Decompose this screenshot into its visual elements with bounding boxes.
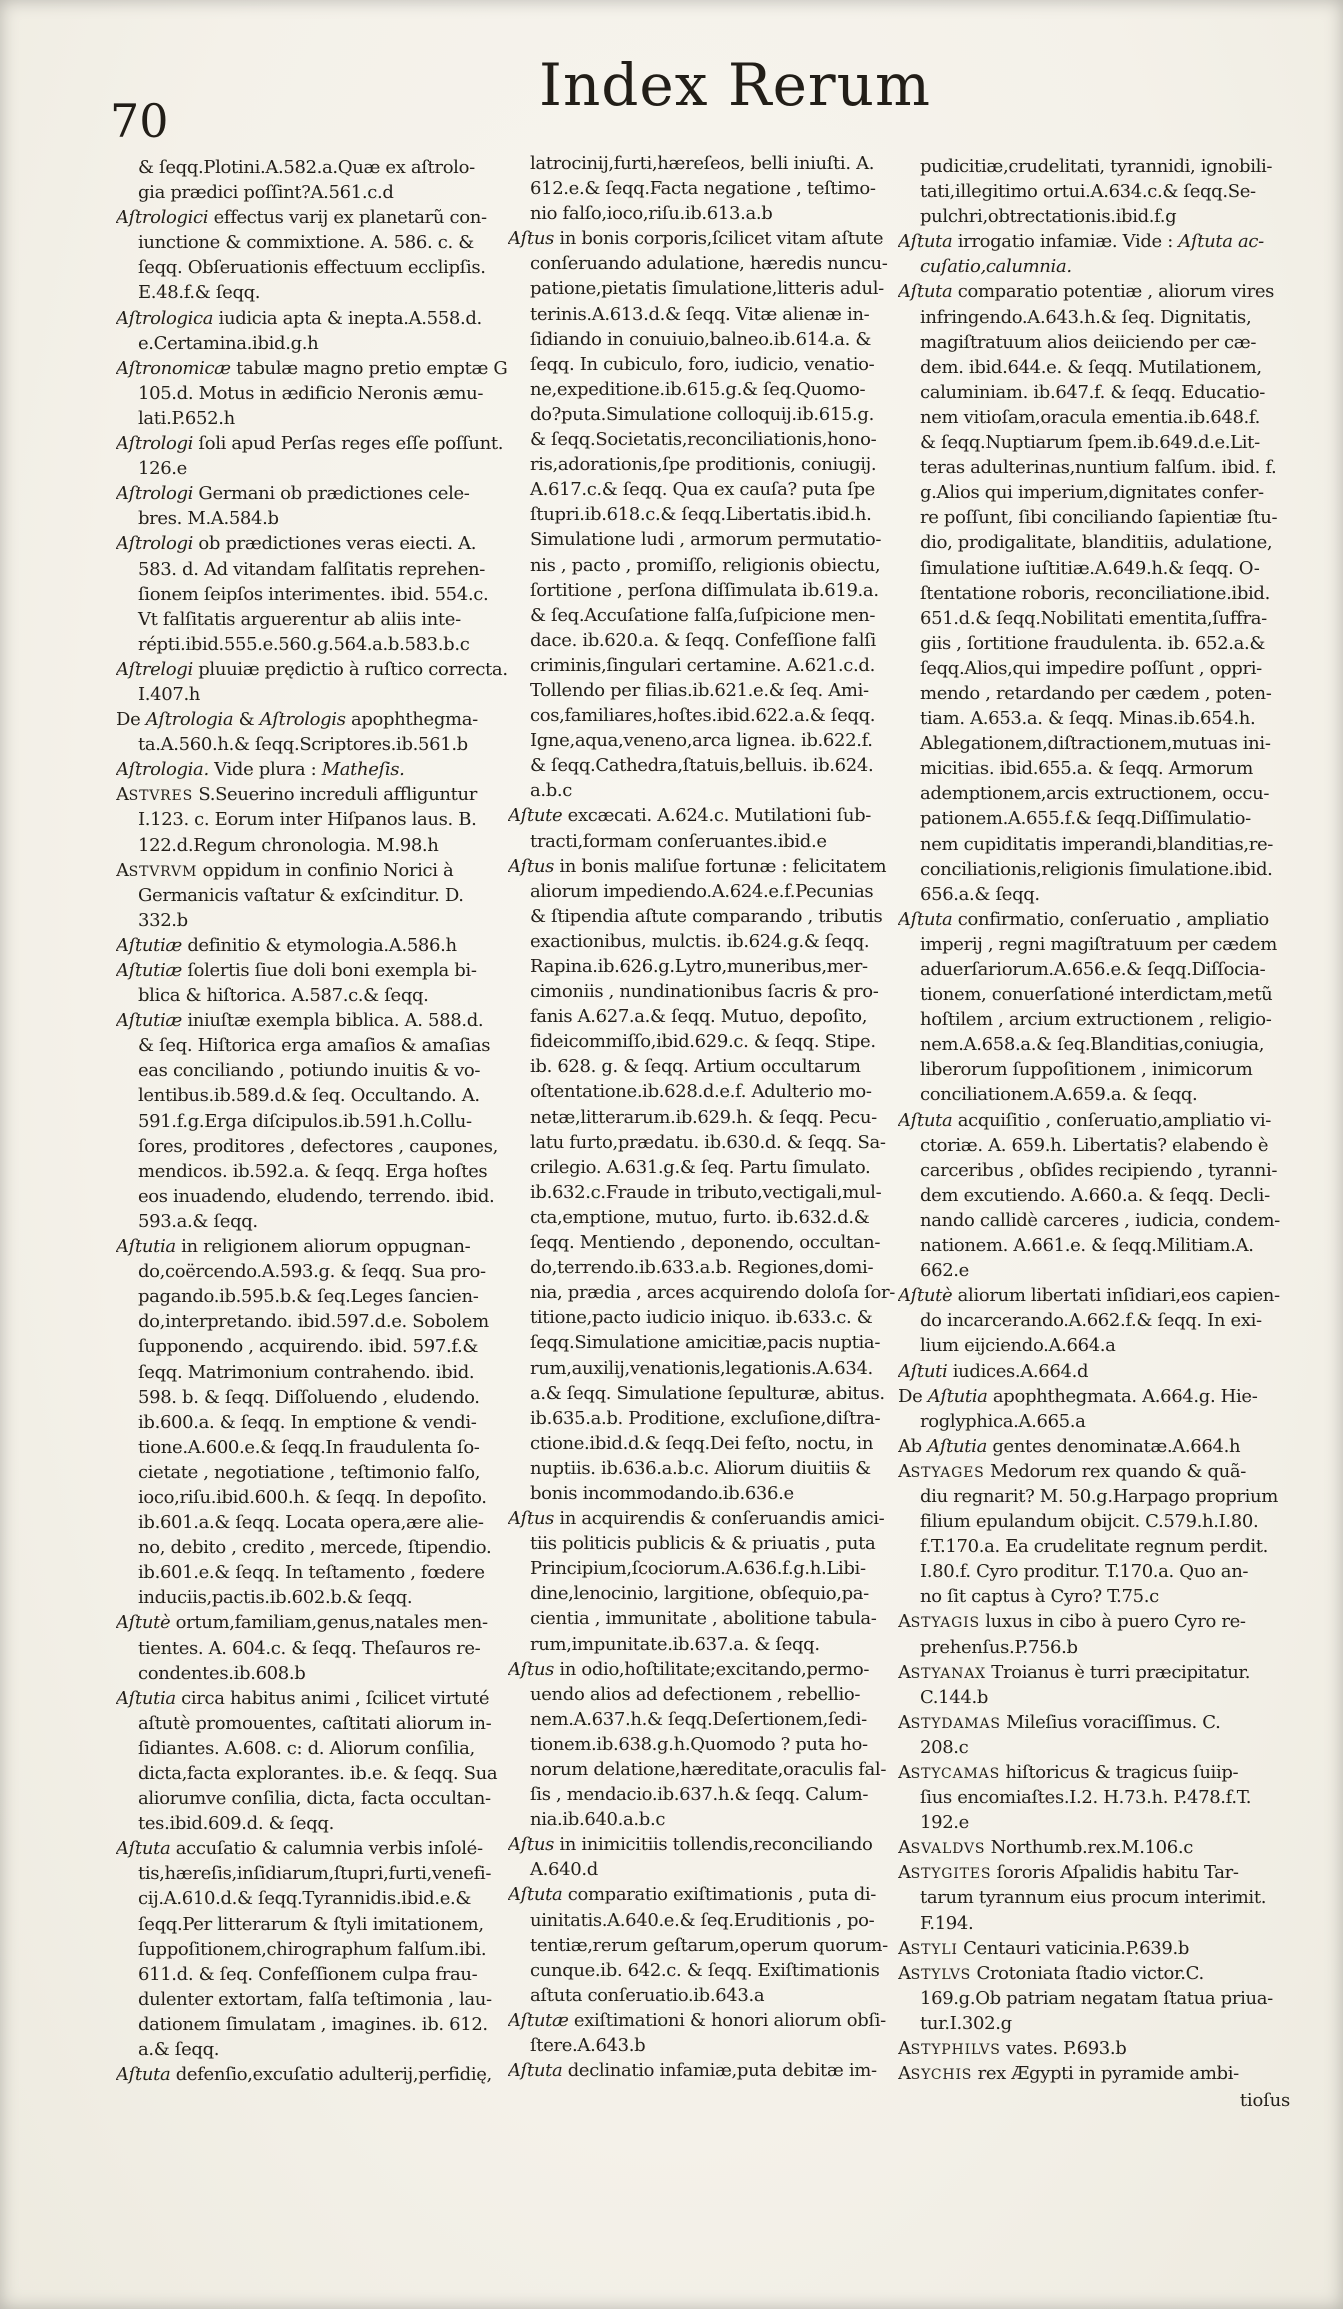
index-line: oſtentatione.ib.628.d.e.f. Adulterio mo- [530,1081,872,1103]
index-line: criminis,ſingulari certamine. A.621.c.d. [530,654,875,676]
index-line: pagando.ib.595.b.& ſeq.Leges ſancien- [138,1286,479,1308]
index-line: Aſtuta comparatio exiſtimationis , puta di- [508,1884,877,1906]
index-line: 651.d.& ſeqq.Nobilitati ementita,ſuffra- [920,607,1267,629]
index-line: ib.601.e.& ſeqq. In teſtamento , fœdere [138,1562,485,1584]
index-line: dio, prodigalitate, blanditiis, adulatione, [920,532,1273,554]
index-line: ſeqq.Alios,qui impedire poſſunt , oppri- [920,657,1262,679]
index-line: latrocinij,furti,hæreſeos, belli iniuſti. A. [530,153,875,174]
index-line: Aſtuta defenſio,excuſatio adulterij,perfidię, [116,2064,492,2086]
index-line: rum,auxilij,venationis,legationis.A.634. [530,1357,873,1379]
index-line: hoſtilem , arcium extructionem , religio- [920,1009,1272,1031]
index-line: nuptiis. ib.636.a.b.c. Aliorum diuitiis & [530,1457,871,1479]
index-line: e.Certamina.ibid.g.h [138,332,319,354]
index-line: ſeqq.Simulatione amicitiæ,pacis nuptia- [530,1332,881,1354]
index-line: & ſeqq.Nuptiarum ſpem.ib.649.d.e.Lit- [920,432,1260,454]
index-line: ib.600.a. & ſeqq. In emptione & vendi- [138,1411,477,1433]
index-line: eas conciliando , potiundo inuitis & vo- [138,1060,481,1082]
index-line: exactionibus, mulctis. ib.624.g.& ſeqq. [530,930,870,952]
index-line: ASTYLVS Crotoniata ſtadio victor.C. [898,1962,1204,1984]
index-line: E.48.f.& ſeqq. [138,282,261,304]
index-line: dem excutiendo. A.660.a. & ſeqq. Decli- [920,1184,1270,1206]
index-line: Ablegationem,diſtractionem,mutuas ini- [920,733,1271,755]
index-line: ademptionem,arcis extructionem, occu- [920,783,1270,805]
index-line: & ſeq.Accuſatione falſa,ſuſpicione men- [530,604,876,626]
index-line: do incarcerando.A.662.f.& ſeqq. In exi- [920,1310,1262,1332]
index-line: dicta,facta explorantes. ib.e. & ſeqq. Sua [138,1763,498,1784]
index-line: Aſtrologia. Vide plura : Matheſis. [116,759,405,781]
index-line: ſortitione , perſona diſſimulata ib.619.a. [530,579,879,601]
index-column-2 [508,151,912,2083]
index-line: 611.d. & ſeq. Confeſſionem culpa frau- [138,1963,478,1985]
index-line: & ſeq. Hiſtorica erga amaſios & amaſias [138,1035,491,1057]
index-line: aſtuta conſeruatio.ib.643.a [530,1984,765,2006]
index-line: Aſtuta comparatio potentiæ , aliorum vires [898,281,1275,303]
index-line: cos,familiares,hoſtes.ibid.622.a.& ſeqq. [530,705,876,727]
index-line: g.Alios qui imperium,dignitates confer- [920,482,1264,504]
index-line: tis,hæreſis,inſidiarum,ſtupri,furti,venefi- [138,1863,492,1885]
index-line: magiſtratuum alios deiiciendo per cæ- [920,331,1257,353]
index-line: Aſtutia circa habitus animi , ſcilicet virtuté [116,1687,490,1709]
index-line: ſupponendo , acquirendo. ibid. 597.f.& [138,1336,479,1358]
index-line: nia.ib.640.a.b.c [530,1809,666,1831]
index-line: prehenſus.P.756.b [920,1636,1078,1658]
index-line: ctione.ibid.d.& ſeqq.Dei feſto, noctu, in [530,1432,874,1454]
index-line: ſidiando in conuiuio,balneo.ib.614.a. & [530,328,872,350]
index-line: lentibus.ib.589.d.& ſeq. Occultando. A. [138,1085,480,1107]
index-line: ib. 628. g. & ſeqq. Artium occultarum [530,1056,861,1078]
index-line: De Aſtrologia & Aſtrologis apophthegma- [116,709,478,731]
index-line: tur.I.302.g [920,2012,1012,2034]
index-line: pulchri,obtrectationis.ibid.f.g [920,206,1177,228]
index-line: mendicos. ib.592.a. & ſeqq. Erga hoſtes [138,1160,488,1182]
index-line: dine,lenocinio, largitione, obſequio,pa- [530,1583,869,1605]
index-line: ib.632.c.Fraude in tributo,vectigali,mul- [530,1181,882,1203]
index-line: norum delatione,hæreditate,oraculis fal- [530,1759,887,1780]
index-line: C.144.b [920,1686,989,1708]
index-line: Aſtrologi ſoli apud Perſas reges eſſe poſſunt. [116,433,504,455]
index-line: ſtere.A.643.b [530,2035,646,2057]
index-line: eos inuadendo, eludendo, terrendo. ibid. [138,1185,495,1207]
index-line: ſionem ſeipſos interimentes. ibid. 554.c. [138,583,489,605]
index-line: tione.A.600.e.& ſeqq.In fraudulenta ſo- [138,1436,480,1458]
index-line: aſtutè promouentes, caſtitati aliorum in- [138,1712,492,1734]
index-line: dem. ibid.644.e. & ſeqq. Mutilationem, [920,356,1262,378]
index-line: 662.e [920,1260,969,1282]
index-line: roglyphica.A.665.a [920,1410,1086,1432]
index-line: infringendo.A.643.h.& ſeq. Dignitatis, [920,306,1252,328]
index-line: dulenter extortam, falſa teſtimonia , lau- [138,1988,492,2010]
index-line: Aſtus in bonis corporis,ſcilicet vitam aſtute [508,228,884,250]
index-line: 122.d.Regum chronologia. M.98.h [138,834,439,856]
index-line: micitias. ibid.655.a. & ſeqq. Armorum [920,758,1253,780]
index-line: no ſit captus à Cyro? T.75.c [920,1586,1159,1608]
index-line: ASTYDAMAS Mileſius voraciſſimus. C. [898,1711,1221,1733]
catchword: tioſus [1239,2090,1290,2111]
index-line: iunctione & commixtione. A. 586. c. & [138,232,474,254]
index-line: F.194. [920,1912,974,1934]
index-line: re poſſunt, ſibi conciliando ſapientiæ ſtu- [920,507,1278,529]
index-line: ASTYPHILVS vates. P.693.b [898,2038,1127,2060]
index-line: blica & hiſtorica. A.587.c.& ſeqq. [138,985,429,1007]
index-line: do,interpretando. ibid.597.d.e. Sobolem [138,1311,489,1333]
index-line: 593.a.& ſeqq. [138,1210,258,1232]
index-line: 192.e [920,1812,969,1834]
index-line: Aſtus in acquirendis & conſeruandis amici- [508,1508,885,1530]
index-line: pudicitiæ,crudelitati, tyrannidi, ignobili- [920,156,1273,177]
index-line: tarum tyrannum eius procum interimit. [920,1887,1267,1909]
index-line: ta.A.560.h.& ſeqq.Scriptores.ib.561.b [138,734,468,756]
index-line: ris,adorationis,ſpe proditionis, coniugij. [530,454,877,476]
index-line: netæ,litterarum.ib.629.h. & ſeqq. Pecu- [530,1106,877,1128]
index-line: Aſtus in odio,hoſtilitate;excitando,permo- [508,1658,870,1680]
index-line: tati,illegitimo ortui.A.634.c.& ſeqq.Se- [920,181,1256,203]
index-line: liberorum ſuppoſitionem , inimicorum [920,1059,1253,1081]
index-line: & ſeqq.Plotini.A.582.a.Quæ ex aſtrolo- [138,157,475,178]
index-line: f.T.170.a. Ea crudelitate regnum perdit. [920,1536,1268,1558]
index-line: a.& ſeqq. [138,2039,220,2061]
index-line: I.80.f. Cyro proditur. T.170.a. Quo an- [920,1561,1249,1583]
index-line: ib.635.a.b. Proditione, excluſione,diſtra- [530,1407,881,1429]
index-line: Aſtutiæ iniuſtæ exempla biblica. A. 588.d. [116,1010,484,1032]
index-line: ASYCHIS rex Ægypti in pyramide ambi- [898,2063,1239,2085]
index-line: Germanicis vaſtatur & exſcinditur. D. [138,884,464,906]
index-line: cietate , negotiatione , teſtimonio falſo, [138,1461,481,1483]
index-line: terinis.A.613.d.& ſeqq. Vitæ alienæ in- [530,303,870,325]
index-line: Aſtrelogi pluuiæ prędictio à ruſtico correcta. [116,658,508,680]
index-line: 656.a.& ſeqq. [920,883,1040,905]
index-line: & ſeqq.Societatis,reconciliationis,hono- [530,429,877,451]
index-line: ſtentatione roboris, reconciliatione.ibid. [920,582,1270,604]
index-line: carceribus , obſides recipiendo , tyranni- [920,1159,1278,1181]
index-line: ſimulatione iuſtitiæ.A.649.h.& ſeqq. O- [920,557,1260,579]
index-line: conſeruando adulatione, hæredis nuncu- [530,253,888,275]
index-line: ſeqq. Mentiendo , deponendo, occultan- [530,1232,881,1254]
index-line: A.640.d [530,1859,598,1881]
index-line: Principium,ſcociorum.A.636.f.g.h.Libi- [530,1558,866,1580]
index-line: cimoniis , nundinationibus ſacris & pro- [530,981,879,1003]
index-line: tiis politicis publicis & & priuatis , puta [530,1533,876,1555]
index-line: ſeqq.Per litterarum & ſtyli imitationem, [138,1913,484,1935]
index-line: dationem ſimulatam , imagines. ib. 612. [138,2013,488,2035]
index-line: tes.ibid.609.d. & ſeqq. [138,1813,334,1835]
index-line: mendo , retardando per cædem , poten- [920,682,1272,704]
index-line: nem.A.637.h.& ſeqq.Deſertionem,ſedi- [530,1708,867,1730]
index-line: Rapina.ib.626.g.Lytro,muneribus,mer- [530,956,868,977]
index-line: Aſtrologi Germani ob prædictiones cele- [116,483,470,505]
index-line: Aſtutè aliorum libertati inſidiari,eos capien- [898,1285,1280,1307]
index-line: ſores, proditores , defectores , caupones, [138,1135,498,1157]
index-line: 598. b. & ſeqq. Diſſoluendo , eludendo. [138,1386,480,1408]
index-line: cuſatio,calumnia. [920,256,1072,278]
index-line: tracti,formam conſeruantes.ibid.e [530,830,827,852]
index-line: Aſtutè ortum,familiam,genus,natales men- [116,1612,488,1634]
index-line: bonis incommodando.ib.636.e [530,1482,794,1504]
index-line: 208.c [920,1736,969,1758]
index-line: ſuppoſitionem,chirographum falſum.ibi. [138,1938,487,1960]
index-line: filium epulandum obijcit. C.579.h.I.80. [920,1511,1259,1533]
index-line: nando callidè carceres , iudicia, condem- [920,1209,1280,1231]
index-line: ſeqq. In cubiculo, foro, iudicio, venatio- [530,353,875,375]
index-line: pationem.A.655.f.& ſeqq.Diſſimulatio- [920,808,1251,830]
index-line: Aſtus in inimicitiis tollendis,reconciliando [508,1834,873,1856]
index-line: imperij , regni magiſtratuum per cædem [920,933,1277,955]
index-line: ASTYAGES Medorum rex quando & quã- [898,1460,1246,1482]
index-line: & ſeqq.Cathedra,ſtatuis,belluis. ib.624. [530,755,874,777]
index-line: nia, prædia , arces acquirendo doloſa ſor- [530,1282,895,1304]
index-line: I.407.h [138,683,201,705]
index-column-3 [898,154,1302,2086]
index-line: conciliationem.A.659.a. & ſeqq. [920,1084,1198,1106]
index-line: 169.g.Ob patriam negatam ſtatua priua- [920,1987,1273,2009]
index-line: Aſtuta irrogatio infamiæ. Vide : Aſtuta ac- [898,231,1264,253]
index-line: ſtupri.ib.618.c.& ſeqq.Libertatis.ibid.h. [530,504,872,526]
index-line: 105.d. Motus in ædificio Neronis æmu- [138,382,484,404]
index-line: 332.b [138,909,188,931]
index-line: crilegio. A.631.g.& ſeq. Partu ſimulato. [530,1156,871,1178]
index-line: ſis , mendacio.ib.637.h.& ſeqq. Calum- [530,1784,869,1806]
index-line: & ſtipendia aſtute comparando , tributis [530,905,883,927]
index-line: bres. M.A.584.b [138,508,279,530]
index-line: nis , pacto , promiſſo, religionis obiectu, [530,554,881,576]
index-line: cunque.ib. 642.c. & ſeqq. Exiſtimationis [530,1959,880,1981]
index-line: lati.P.652.h [138,407,235,429]
index-line: fideicommiſſo,ibid.629.c. & ſeqq. Stipe. [530,1031,876,1053]
index-line: ſeqq. Matrimonium contrahendo. ibid. [138,1361,475,1383]
index-line: 583. d. Ad vitandam falſitatis reprehen- [138,558,485,580]
index-line: Simulatione ludi , armorum permutatio- [530,529,882,551]
index-line: patione,pietatis ſimulatione,litteris adul- [530,278,884,300]
index-line: tentiæ,rerum geſtarum,operum quorum- [530,1934,888,1956]
index-line: ctoriæ. A. 659.h. Libertatis? elabendo è [920,1134,1269,1156]
page-title: Index Rerum [539,51,931,119]
index-line: nem.A.658.a.& ſeq.Blanditias,coniugia, [920,1034,1265,1056]
index-line: cientia , immunitate , abolitione tabula- [530,1608,877,1630]
index-line: Igne,aqua,veneno,arca lignea. ib.622.f. [530,730,873,752]
index-line: fanis A.627.a.& ſeqq. Mutuo, depoſito, [530,1006,868,1028]
index-line: Aſtute excæcati. A.624.c. Mutilationi ſub- [508,805,872,827]
index-line: Aſtus in bonis maliſue fortunæ : felicitatem [508,855,887,877]
index-line: ioco,riſu.ibid.600.h. & ſeqq. In depoſito. [138,1486,487,1508]
index-line: cij.A.610.d.& ſeqq.Tyrannidis.ibid.e.& [138,1888,472,1910]
index-line: uendo alios ad defectionem , rebellio- [530,1683,861,1705]
index-line: Aſtuta accuſatio & calumnia verbis inſolé- [116,1838,483,1860]
index-line: 126.e [138,458,187,480]
index-line: Aſtuta acquiſitio , conſeruatio,ampliatio vi- [898,1109,1271,1131]
index-line: uinitatis.A.640.e.& ſeq.Eruditionis , po- [530,1909,875,1931]
index-line: Aſtutiæ definitio & etymologia.A.586.h [116,934,457,956]
index-line: lium eijciendo.A.664.a [920,1335,1116,1357]
index-line: Aſtuta confirmatio, conſeruatio , ampliatio [898,908,1269,930]
index-line: nio falſo,ioco,riſu.ib.613.a.b [530,203,773,225]
index-line: rum,impunitate.ib.637.a. & ſeqq. [530,1633,820,1655]
index-line: Aſtutiæ ſolertis ſiue doli boni exempla bi- [116,960,477,981]
index-line: condentes.ib.608.b [138,1662,306,1684]
index-line: ne,expeditione.ib.615.g.& ſeq.Quomo- [530,378,866,400]
index-line: De Aſtutia apophthegmata. A.664.g. Hie- [898,1385,1258,1407]
index-line: Aſtronomicæ tabulæ magno pretio emptæ G [116,357,508,379]
index-line: ſeqq. Obſeruationis effectuum ecclipſis. [138,257,486,279]
index-line: titione,pacto iudicio iniquo. ib.633.c. & [530,1307,873,1329]
index-line: tionem, conuerſationé interdictam,metũ [920,984,1273,1006]
index-line: tientes. A. 604.c. & ſeqq. Theſauros re- [138,1637,481,1659]
index-line: aliorumve conſilia, dicta, facta occultan- [138,1788,491,1810]
index-line: nem vitioſam,oracula ementia.ib.648.f. [920,406,1260,428]
index-line: do,coërcendo.A.593.g. & ſeqq. Sua pro- [138,1261,486,1283]
index-line: do?puta.Simulatione colloquij.ib.615.g. [530,403,874,425]
index-line: ASTYAGIS luxus in cibo à puero Cyro re- [898,1611,1246,1633]
index-line: Aſtutia in religionem aliorum oppugnan- [116,1236,471,1258]
index-line: ASVALDVS Northumb.rex.M.106.c [898,1837,1193,1859]
index-line: conciliationis,religionis ſimulatione.ibid. [920,858,1273,880]
index-line: aduerſariorum.A.656.e.& ſeqq.Diſſocia- [920,959,1266,980]
index-line: nem cupiditatis imperandi,blanditias,re- [920,833,1274,855]
index-line: ib.601.a.& ſeqq. Locata opera,ære alie- [138,1512,484,1534]
index-line: no, debito , credito , mercede, ſtipendio. [138,1537,492,1559]
index-line: latu furto,prædatu. ib.630.d. & ſeqq. Sa- [530,1131,886,1153]
index-line: ASTYGITES ſororis Aſpalidis habitu Tar- [898,1862,1239,1884]
index-line: a.& ſeqq. Simulatione ſepulturæ, abitus. [530,1382,885,1404]
index-line: a.b.c [530,780,573,802]
index-line: Aſtuta declinatio infamiæ,puta debitæ im- [508,2060,877,2082]
index-line: diu regnarit? M. 50.g.Harpago proprium [920,1485,1278,1507]
index-line: do,terrendo.ib.633.a.b. Regiones,domi- [530,1257,874,1279]
index-line: Aſtutæ exiſtimationi & honori aliorum obſi- [508,2009,886,2031]
index-line: 591.f.g.Erga diſcipulos.ib.591.h.Collu- [138,1110,472,1132]
index-line: induciis,pactis.ib.602.b.& ſeqq. [138,1587,413,1609]
index-line: aliorum impediendo.A.624.e.f.Pecunias [530,880,874,902]
index-line: 612.e.& ſeqq.Facta negatione , teſtimo- [530,178,876,200]
index-line: Aſtrologici effectus varij ex planetarũ con- [116,207,487,229]
index-line: cta,emptione, mutuo, furto. ib.632.d.& [530,1206,870,1228]
index-line: Tollendo per filias.ib.621.e.& ſeq. Ami- [530,679,869,701]
index-line: Aſtuti iudices.A.664.d [898,1360,1089,1382]
index-line: Aſtrologica iudicia apta & inepta.A.558.d. [116,307,482,329]
index-line: dace. ib.620.a. & ſeqq. Confeſſione falſi [530,629,876,651]
index-line: ſidiantes. A.608. c: d. Aliorum conſilia, [138,1737,475,1759]
index-line: Vt falſitatis arguerentur ab aliis inte- [138,608,461,630]
index-line: giis , ſortitione fraudulenta. ib. 652.a.& [920,632,1266,654]
index-line: nationem. A.661.e. & ſeqq.Militiam.A. [920,1235,1254,1257]
index-line: ASTVRES S.Seuerino increduli affliguntur [116,784,478,806]
index-line: caluminiam. ib.647.f. & ſeqq. Educatio- [920,381,1265,403]
page-number: 70 [110,94,169,148]
index-line: teras adulterinas,nuntium falſum. ibid. f. [920,457,1277,479]
index-line: ſius encomiaſtes.I.2. H.73.h. P.478.f.T. [920,1787,1252,1809]
index-line: Ab Aſtutia gentes denominatæ.A.664.h [898,1435,1241,1457]
index-line: tionem.ib.638.g.h.Quomodo ? puta ho- [530,1733,868,1755]
index-line: répti.ibid.555.e.560.g.564.a.b.583.b.c [138,633,470,655]
index-line: gia prædici poſſint?A.561.c.d [138,182,394,204]
index-line: I.123. c. Eorum inter Hiſpanos laus. B. [138,809,477,831]
index-line: tiam. A.653.a. & ſeqq. Minas.ib.654.h. [920,708,1256,730]
index-line: ASTVRVM oppidum in confinio Norici à [116,859,454,881]
index-line: Aſtrologi ob prædictiones veras eiecti. A. [116,533,477,555]
index-line: ASTYLI Centauri vaticinia.P.639.b [898,1937,1190,1959]
index-line: ASTYANAX Troianus è turri præcipitatur. [898,1661,1251,1683]
index-line: A.617.c.& ſeqq. Qua ex cauſa? puta ſpe [530,479,875,501]
index-column-1 [116,155,520,2087]
index-line: ASTYCAMAS hiſtoricus & tragicus ſuiip- [898,1762,1239,1783]
